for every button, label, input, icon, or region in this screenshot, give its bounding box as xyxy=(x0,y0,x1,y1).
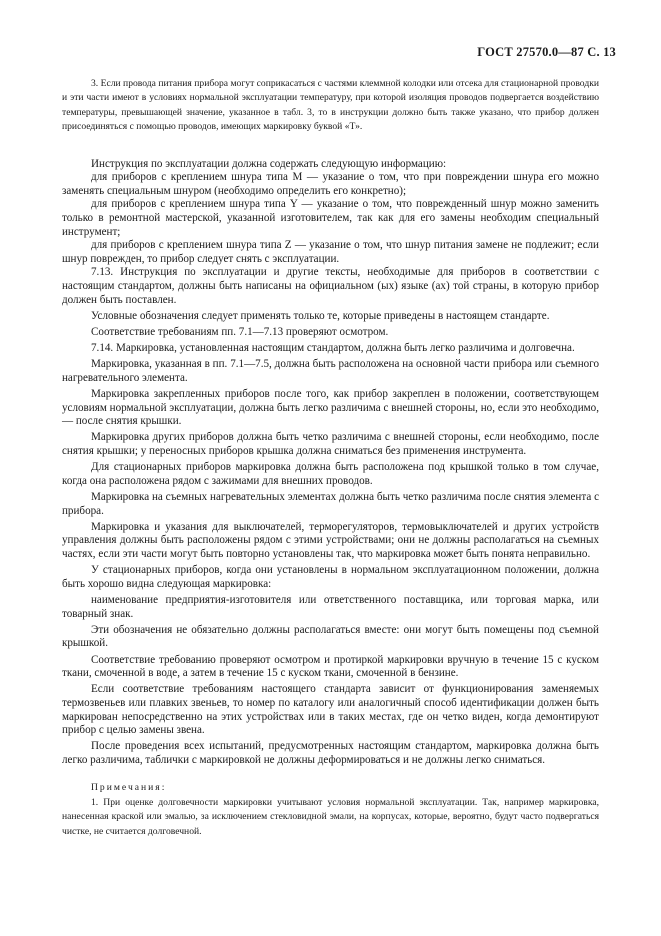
page-content xyxy=(62,77,599,839)
body-paragraph: Эти обозначения не обязательно должны располагаться вместе: они могут быть помещены под съемной крышкой. xyxy=(62,623,599,650)
spacer xyxy=(62,767,599,781)
intro-paragraph: 3. Если провода питания прибора могут соприкасаться с частями клеммной колодки или отсека для стационарной проводки и эти части имеют в условиях нормальной эксплуатации температуру, при которой изоляция проводов подвергается воздействию температуры, превышающей значение, указанное в табл. 3, то в инструкции должно быть также указано, что прибор должен присоединяться с помощью проводов, имеющих маркировку буквой «Т». xyxy=(62,78,599,133)
body-paragraph: Для стационарных приборов маркировка должна быть расположена под крышкой только в том случае, когда она расположена рядом с зажимами для внешних проводов. xyxy=(62,461,599,487)
body-paragraph: наименование предприятия-изготовителя или ответственного поставщика, или торговая марка, или товарный знак. xyxy=(62,593,599,620)
body-paragraph: После проведения всех испытаний, предусмотренных настоящим стандартом, маркировка должна быть легко различима, таблички с маркировкой не должны деформироваться и не должны легко сниматься. xyxy=(62,740,599,766)
body-paragraph: Маркировка других приборов должна быть четко различима с внешней стороны, если необходимо, после снятия крышки; у переносных приборов крышка должна сниматься без применения инструмента. xyxy=(62,431,599,458)
body-paragraph: для приборов с креплением шнура типа М — указание о том, что при повреждении шнура его можно заменять специальным шнуром (необходимо определить его конкретно); xyxy=(62,171,599,197)
body-paragraph: Маркировка закрепленных приборов после того, как прибор закреплен в положении, соответствующем условиям нормальной эксплуатации, должна быть легко различима с внешней стороны, но, если это необходимо, — после снятия крышки. xyxy=(62,388,599,428)
body-paragraph: Если соответствие требованиям настоящего стандарта зависит от функционирования заменяемых термозвеньев или плавких звеньев, то номер по каталогу или аналогичный способ идентификации должен быть маркирован непосредственно на этих устройствах или в таких местах, где он четко виден, когда демонтируют прибор с целью замены звена. xyxy=(62,683,599,737)
body-paragraph: Инструкция по эксплуатации должна содержать следующую информацию: xyxy=(91,157,447,170)
note-item: 1. При оценке долговечности маркировки учитывают условия нормальной эксплуатации. Так, например маркировка, нанесенная краской или эмалью, за исключением стекловидной эмали, на корпусах, которые, вероятно, будут часто подвергаться чистке, не считается долговечной. xyxy=(62,796,599,837)
body-paragraph: Маркировка и указания для выключателей, терморегуляторов, термовыключателей и других устройств управления должны быть расположены рядом с этими устройствами; они не должны располагаться на съемных частях, если эти части могут быть повторно установлены так, что маркировка может быть понята неправильно. xyxy=(62,520,599,560)
body-paragraph: Маркировка на съемных нагревательных элементах должна быть четко различима после снятия элемента с прибора. xyxy=(62,491,599,517)
body-paragraph: Условные обозначения следует применять только те, которые приведены в настоящем стандарте. xyxy=(91,309,550,322)
page-header: ГОСТ 27570.0—87 С. 13 xyxy=(477,45,616,59)
body-paragraph: для приборов с креплением шнура типа Y — указание о том, что поврежденный шнур можно заменить только в ремонтной мастерской, указанной изготовителем, так как для его замены необходим специальный инструмент; xyxy=(62,198,599,238)
body-paragraph: 7.13. Инструкция по эксплуатации и другие тексты, необходимые для приборов в соответствии с настоящим стандартом, должны быть написаны на официальном (ых) языке (ах) той страны, в которую прибор должен быть поставлен. xyxy=(62,266,599,306)
spacer xyxy=(62,135,599,158)
body-paragraph: У стационарных приборов, когда они установлены в нормальном эксплуатационном положении, должна быть хорошо видна следующая маркировка: xyxy=(62,564,599,590)
body-paragraph: для приборов с креплением шнура типа Z — указание о том, что шнур питания замене не подлежит; если шнур поврежден, то прибор следует снять с эксплуатации. xyxy=(62,239,599,265)
body-paragraph: Маркировка, указанная в пп. 7.1—7.5, должна быть расположена на основной части прибора или съемного нагревательного элемента. xyxy=(62,358,599,384)
body-paragraph: Соответствие требованию проверяют осмотром и протиркой маркировки вручную в течение 15 с куском ткани, смоченной в воде, а затем в течение 15 с куском ткани, смоченной в бензине. xyxy=(62,653,599,680)
notes-title: Примечания: xyxy=(91,782,167,794)
body-paragraph: Соответствие требованиям пп. 7.1—7.13 проверяют осмотром. xyxy=(91,325,389,338)
body-paragraph: 7.14. Маркировка, установленная настоящим стандартом, должна быть легко различима и долговечна. xyxy=(91,342,575,355)
